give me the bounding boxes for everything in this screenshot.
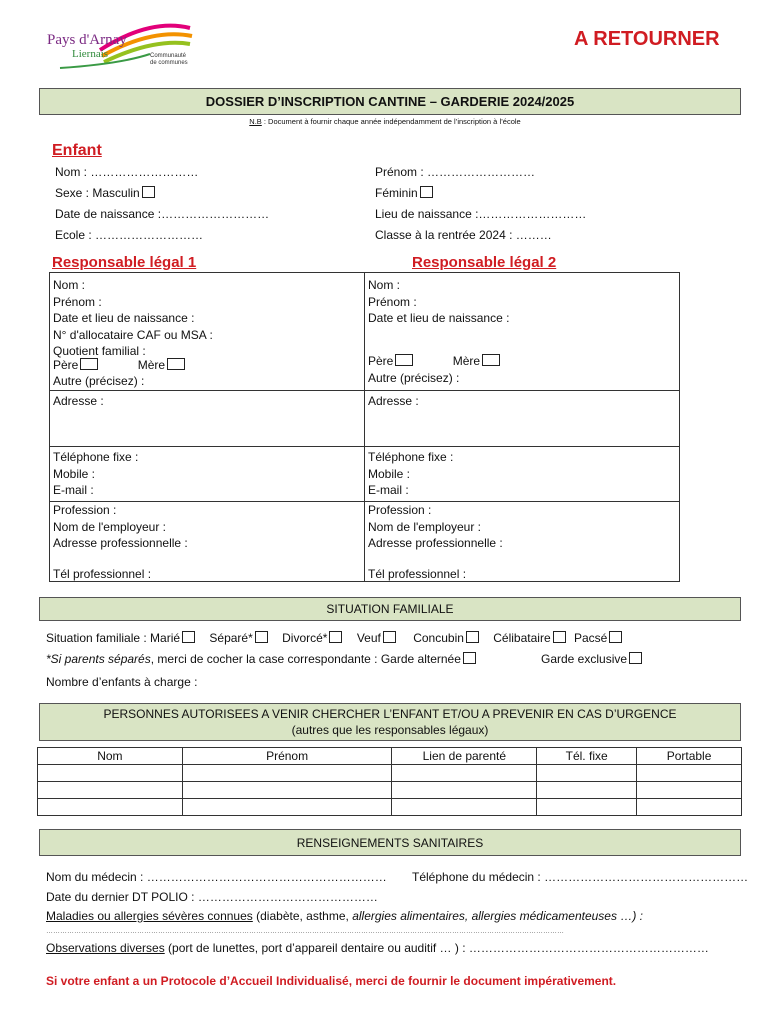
maladies-dots: …………………………………………………………………………………………………………………………………………………………………………………………………… [46, 928, 564, 935]
r1-pere-checkbox[interactable] [80, 358, 98, 370]
divorce-checkbox[interactable] [329, 631, 342, 643]
observations-dots: ) : …………………………………………………… [451, 941, 709, 955]
r1-tel-pro: Tél professionnel : [53, 567, 152, 581]
r2-date-lieu: Date et lieu de naissance : [368, 311, 510, 325]
pacse-label: Pacsé [573, 631, 608, 645]
enfant-naissance: Date de naissance :……………………… [55, 207, 270, 221]
pai-notice: Si votre enfant a un Protocole d’Accueil Individualisé, merci de fournir le document impérativement. [46, 974, 617, 988]
r2-prenom: Prénom : [368, 294, 417, 309]
separated-note-italic: *Si parents séparés [46, 652, 151, 666]
logo-sub-line2: de communes [150, 60, 188, 66]
garde-exclusive-label: Garde exclusive [541, 652, 628, 666]
r2-profession [368, 502, 503, 552]
situation-label: Situation familiale : Marié [46, 631, 181, 645]
col-lien: Lien de parenté [392, 748, 537, 765]
sexe-label: Sexe : Masculin [55, 186, 140, 200]
logo-sub-line1: Communauté [150, 53, 187, 59]
table-row [38, 799, 742, 816]
urgence-table [37, 747, 742, 816]
r1-quotient: Quotient familial : [53, 344, 146, 358]
table-header-row [38, 748, 742, 765]
celibataire-label: Célibataire [493, 631, 551, 645]
r2-email: E-mail : [368, 483, 409, 497]
r2-employeur: Nom de l'employeur : [368, 519, 482, 534]
maladies-paren: (diabète, asthme, [252, 909, 353, 923]
enfant-sexe-feminin [375, 186, 433, 200]
responsable1-title: Responsable légal 1 [52, 254, 197, 271]
sanitaire-band [39, 829, 741, 856]
col-prenom: Prénom [182, 748, 392, 765]
r1-mere-label: Mère [137, 358, 166, 372]
separe-label: Séparé* [209, 631, 253, 645]
feminin-checkbox[interactable] [420, 186, 433, 198]
observations-paren: (port de lunettes, port d’appareil dentaire ou auditif … [164, 941, 452, 955]
pacse-checkbox[interactable] [609, 631, 622, 643]
page-title: DOSSIER D’INSCRIPTION CANTINE – GARDERIE 2024/2025 [205, 94, 575, 109]
garde-exclusive-checkbox[interactable] [629, 652, 642, 664]
nb-note [0, 117, 770, 126]
separe-checkbox[interactable] [255, 631, 268, 643]
responsables-table [49, 272, 680, 582]
maladies-label: Maladies ou allergies sévères connues [46, 909, 253, 923]
r2-mobile: Mobile : [368, 466, 411, 481]
separated-note-text: , merci de cocher la case correspondante : Garde alternée [150, 652, 461, 666]
garde-alternee-checkbox[interactable] [463, 652, 476, 664]
cell[interactable] [392, 782, 537, 799]
concubin-checkbox[interactable] [466, 631, 479, 643]
return-stamp: A RETOURNER [574, 28, 720, 50]
cell[interactable] [637, 799, 742, 816]
r2-mere-label: Mère [452, 354, 481, 368]
maladies-italic: allergies alimentaires, allergies médicamenteuses …) : [352, 909, 643, 923]
table-row [38, 765, 742, 782]
situation-band [39, 597, 741, 621]
row-separator [50, 390, 679, 391]
col-nom: Nom [38, 748, 183, 765]
cell[interactable] [637, 782, 742, 799]
cell[interactable] [182, 765, 392, 782]
r1-employeur: Nom de l'employeur : [53, 519, 167, 534]
r2-parent-choice [368, 353, 500, 370]
r1-email: E-mail : [53, 483, 94, 497]
r1-mere-checkbox[interactable] [167, 358, 185, 370]
r1-profession [53, 502, 188, 552]
situation-row [46, 631, 622, 645]
urgence-title: PERSONNES AUTORISEES A VENIR CHERCHER L’ENFANT ET/OU A PREVENIR EN CAS D’URGENCE [103, 707, 677, 721]
medecin: Nom du médecin : …………………………………………………… [46, 870, 387, 884]
urgence-band [39, 703, 741, 741]
logo-swoosh-graphic [40, 20, 200, 80]
row-separator [50, 446, 679, 447]
col-tel-fixe: Tél. fixe [537, 748, 637, 765]
enfant-prenom: Prénom : ……………………… [375, 165, 536, 179]
celibataire-checkbox[interactable] [553, 631, 566, 643]
r1-nom: Nom : [53, 278, 86, 292]
polio: Date du dernier DT POLIO : ……………………………………… [46, 890, 378, 904]
cell[interactable] [537, 799, 637, 816]
r2-identity [368, 277, 509, 327]
r1-contact [53, 449, 138, 499]
r1-adresse: Adresse : [53, 394, 104, 408]
concubin-label: Concubin [413, 631, 464, 645]
enfant-sexe-masculin [55, 186, 155, 200]
enfant-lieu: Lieu de naissance :……………………… [375, 207, 587, 221]
r1-date-lieu: Date et lieu de naissance : [53, 311, 195, 325]
cell[interactable] [392, 765, 537, 782]
r2-pere-label: Père [368, 354, 394, 368]
section-enfant-title: Enfant [52, 142, 102, 159]
enfants-a-charge: Nombre d’enfants à charge : [46, 675, 198, 689]
r1-mobile: Mobile : [53, 466, 96, 481]
nb-text: : Document à fournir chaque année indépendamment de l’inscription à l’école [261, 117, 521, 126]
cell[interactable] [38, 765, 183, 782]
logo-brand-line2: Liernais [72, 48, 109, 60]
veuf-checkbox[interactable] [383, 631, 396, 643]
table-divider [364, 273, 365, 581]
responsable2-title: Responsable légal 2 [412, 254, 557, 271]
title-band [39, 88, 741, 115]
cell[interactable] [182, 799, 392, 816]
enfant-classe: Classe à la rentrée 2024 : ……… [375, 228, 552, 242]
cell[interactable] [537, 765, 637, 782]
r2-contact [368, 449, 453, 499]
urgence-subtitle: (autres que les responsables légaux) [291, 723, 489, 737]
r2-autre: Autre (précisez) : [368, 371, 460, 385]
r1-autre: Autre (précisez) : [53, 374, 145, 388]
r2-profession-label: Profession : [368, 503, 432, 517]
logo [40, 20, 200, 80]
cell[interactable] [182, 782, 392, 799]
r2-adresse: Adresse : [368, 394, 419, 408]
situation-title: SITUATION FAMILIALE [326, 602, 454, 616]
observations-label: Observations diverses [46, 941, 165, 955]
sanitaire-title: RENSEIGNEMENTS SANITAIRES [296, 836, 484, 850]
feminin-label: Féminin [375, 186, 418, 200]
garde-exclusive [541, 652, 642, 666]
separated-note [46, 652, 476, 666]
masculin-checkbox[interactable] [142, 186, 155, 198]
r2-tel-pro: Tél professionnel : [368, 567, 467, 581]
r2-mere-checkbox[interactable] [482, 354, 500, 366]
r1-pere-label: Père [53, 358, 79, 372]
r1-tel-fixe: Téléphone fixe : [53, 450, 139, 464]
r2-nom: Nom : [368, 278, 401, 292]
observations [46, 941, 709, 955]
cell[interactable] [392, 799, 537, 816]
r2-tel-fixe: Téléphone fixe : [368, 450, 454, 464]
r1-parent-choice [53, 357, 185, 374]
r1-caf: N° d'allocataire CAF ou MSA : [53, 327, 213, 342]
veuf-label: Veuf [356, 631, 381, 645]
cell[interactable] [38, 782, 183, 799]
maladies [46, 909, 643, 923]
cell[interactable] [637, 765, 742, 782]
r1-identity [53, 277, 213, 360]
table-row [38, 782, 742, 799]
r1-profession-label: Profession : [53, 503, 117, 517]
cell[interactable] [38, 799, 183, 816]
marie-checkbox[interactable] [182, 631, 195, 643]
r2-pere-checkbox[interactable] [395, 354, 413, 366]
nb-prefix: N.B [249, 117, 262, 126]
r1-prenom: Prénom : [53, 294, 102, 309]
r2-adresse-pro: Adresse professionnelle : [368, 536, 503, 550]
enfant-ecole: Ecole : ……………………… [55, 228, 204, 242]
enfant-nom: Nom : ……………………… [55, 165, 199, 179]
cell[interactable] [537, 782, 637, 799]
r1-adresse-pro: Adresse professionnelle : [53, 536, 188, 550]
logo-brand-line1: Pays d'Arnay [47, 32, 127, 48]
tel-medecin: Téléphone du médecin : …………………………………………… [412, 870, 749, 884]
divorce-label: Divorcé* [282, 631, 328, 645]
col-portable: Portable [637, 748, 742, 765]
